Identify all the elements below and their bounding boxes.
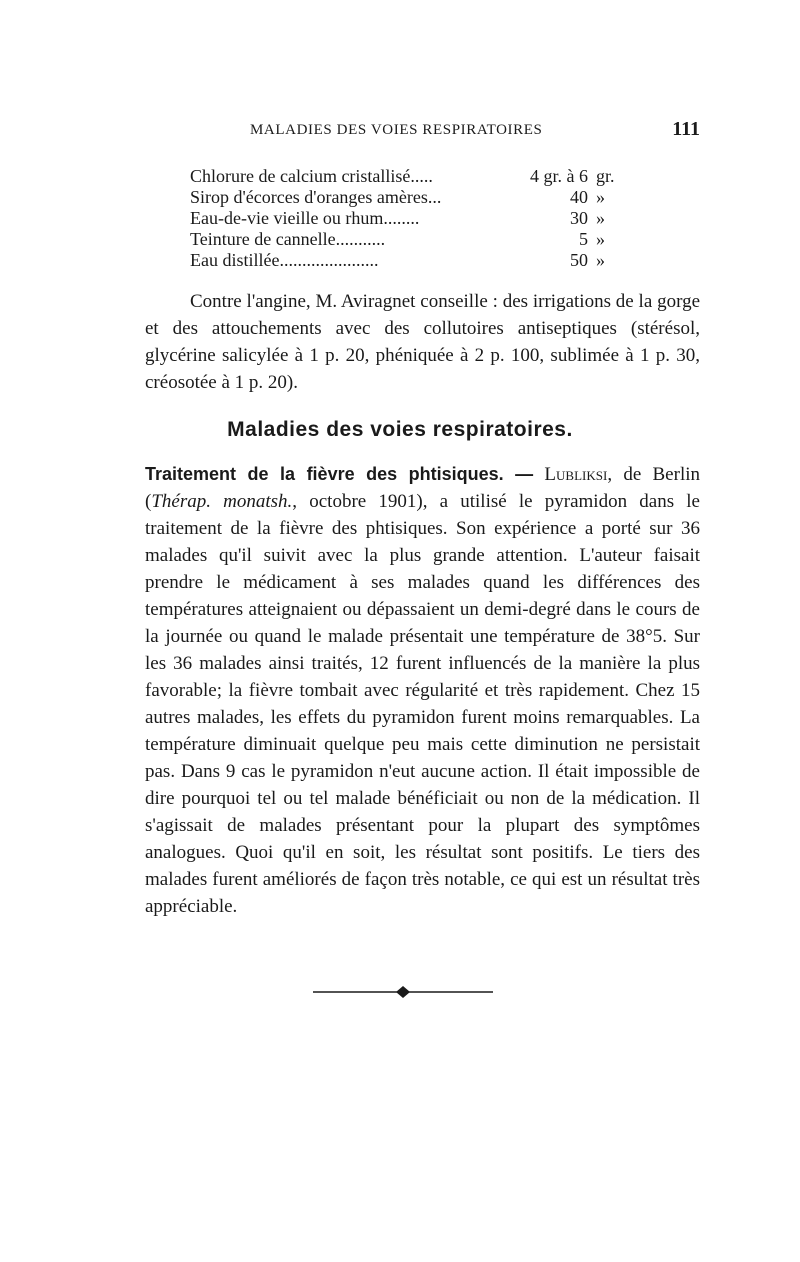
section-heading: Maladies des voies respiratoires. xyxy=(227,418,573,441)
recipe-ingredient: Teinture de cannelle........... xyxy=(190,229,386,249)
recipe-row xyxy=(190,250,660,271)
article-body: , octobre 1901), a utilisé le pyramidon dans le traitement de la fièvre des phtisiques. Son expérience a porté sur 36 malades qu'il suivit avec la plus grande attention. L'auteur faisait prendre le médicament à ses malades quand les différences des températures atteignaient ou dépassaient un demi-degré dans le cours de la journée ou quand le malade présentait une température de 38°5. Sur les 36 malades ainsi traités, 12 furent influencés de la manière la plus favorable; la fièvre tombait avec régularité et très rapidement. Chez 15 autres malades, les effets du pyramidon furent moins remarquables. La température diminuait quelque peu mais cette diminution ne persistait pas. Dans 9 cas le pyramidon n'eut aucune action. Il était impossible de dire pourquoi tel ou tel malade bénéficiait ou non de la médication. Il s'agissait de malades présentant pour la plupart des symptômes analogues. Quoi qu'il en soit, les résultat sont positifs. Le tiers des malades furent améliorés de façon très notable, ce qui est un résultat très appréciable. xyxy=(145,491,700,917)
article-paragraph xyxy=(145,461,700,920)
recipe-row xyxy=(190,229,660,250)
recipe-ingredient: Eau-de-vie vieille ou rhum........ xyxy=(190,208,420,228)
recipe-unit: » xyxy=(596,187,605,207)
recipe-row xyxy=(190,187,660,208)
recipe-row xyxy=(190,166,660,187)
paragraph-angine: Contre l'angine, M. Aviragnet conseille : des irrigations de la gorge et des attouchements avec des collutoires antiseptiques (stérésol, glycérine salicylée à 1 p. 20, phéniquée à 2 p. 100, sublimée à 1 p. 30, créosotée à 1 p. 20). xyxy=(145,291,700,393)
recipe-quantity: 4 gr. à 6 xyxy=(530,166,588,186)
recipe-unit: gr. xyxy=(596,166,615,186)
running-title: MALADIES DES VOIES RESPIRATOIRES xyxy=(250,122,543,138)
recipe-ingredient: Chlorure de calcium cristallisé..... xyxy=(190,166,433,186)
recipe-list xyxy=(190,166,660,271)
recipe-unit: » xyxy=(596,250,605,270)
article-author: Lubliksi xyxy=(544,464,608,485)
recipe-unit: » xyxy=(596,229,605,249)
recipe-quantity: 30 xyxy=(570,208,588,228)
recipe-ingredient: Sirop d'écorces d'oranges amères... xyxy=(190,187,442,207)
recipe-unit: » xyxy=(596,208,605,228)
recipe-quantity: 50 xyxy=(570,250,588,270)
page-number: 111 xyxy=(672,118,700,140)
recipe-ingredient: Eau distillée...................... xyxy=(190,250,379,270)
recipe-row xyxy=(190,208,660,229)
article-journal: Thérap. monatsh. xyxy=(151,491,293,512)
recipe-quantity: 5 xyxy=(579,229,588,249)
page-header xyxy=(145,118,700,142)
article-text-before-journal: , de Berlin ( xyxy=(145,464,700,512)
article-run-in-title: Traitement de la fièvre des phtisiques. — xyxy=(145,464,534,484)
recipe-quantity: 40 xyxy=(570,187,588,207)
rule-with-diamond-icon xyxy=(313,985,493,999)
